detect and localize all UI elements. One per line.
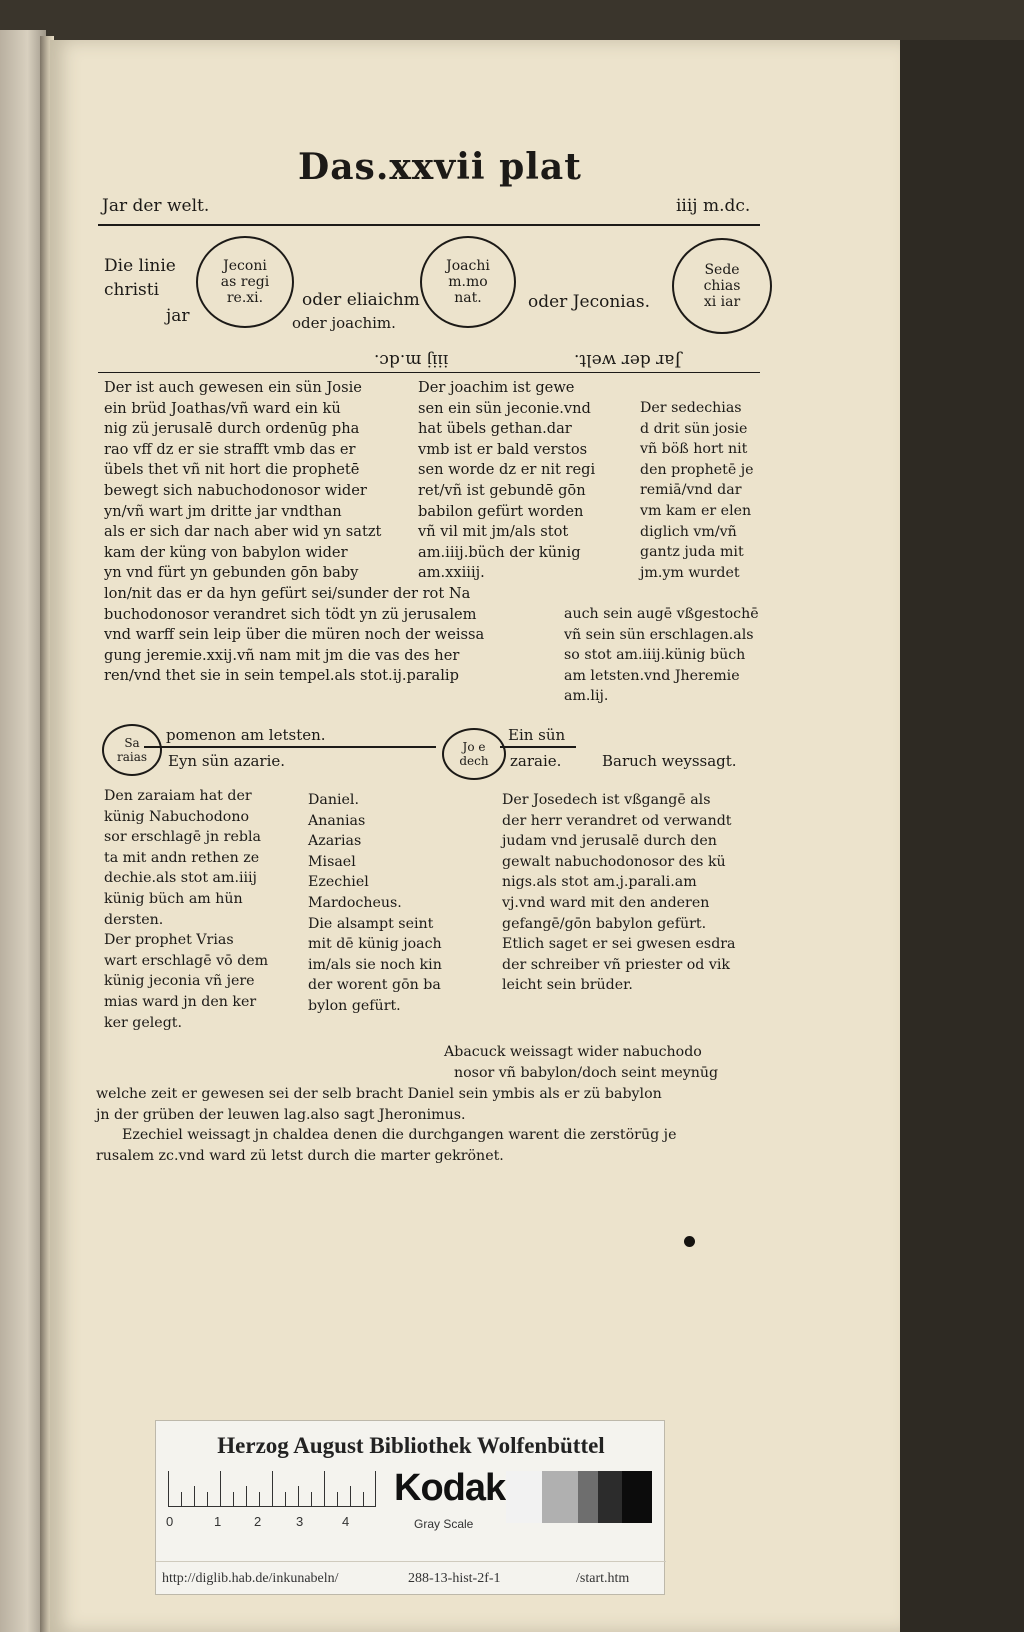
text-line: Ananias	[308, 812, 366, 829]
text-line: diglich vm/vñ	[640, 523, 737, 540]
gray-swatch	[578, 1471, 598, 1523]
circle-line: m.mo	[448, 274, 488, 290]
ruler-tick	[233, 1492, 234, 1506]
text-line: übels thet vñ nit hort die prophetē	[104, 461, 360, 479]
text-line: vnd warff sein leip über die müren noch der weissa	[104, 626, 485, 644]
circle-line: xi iar	[703, 294, 741, 310]
ink-spot	[684, 1236, 695, 1247]
text-line: rusalem zc.vnd ward zü letst durch die marter gekrönet.	[96, 1147, 504, 1164]
text-line: sor erschlagē jn rebla	[104, 829, 261, 846]
text-line: Der sedechias	[640, 400, 742, 416]
text-line: yn vnd fürt yn gebunden gōn baby	[104, 564, 359, 582]
circle-saraias	[102, 724, 162, 776]
text-line: Daniel.	[308, 792, 359, 808]
text-line: Der Josedech ist vßgangē als	[502, 792, 711, 808]
ruler-tick	[375, 1471, 376, 1506]
text-line: am.xxiiij.	[418, 564, 485, 582]
text-line: wart erschlagē vō dem	[104, 952, 269, 969]
text-line: im/als sie noch kin	[308, 956, 442, 973]
header-right: iiij m.dc.	[676, 196, 751, 216]
text-line: vm kam er elen	[640, 502, 752, 519]
ruler-tick	[363, 1492, 364, 1506]
inverted-line-right: Jar der welt.	[574, 350, 682, 370]
ruler-tick	[220, 1471, 221, 1506]
text-line: vj.vnd ward mit den anderen	[502, 894, 710, 911]
text-line: gung jeremie.xxij.vñ nam mit jm die vas des her	[104, 646, 460, 664]
ruler-tick	[350, 1486, 351, 1506]
genealogy-label-line2: christi	[104, 280, 160, 300]
circle-line: nat.	[454, 290, 482, 306]
inverted-line-left: iiij m.dc.	[374, 350, 449, 370]
text-line: Die alsampt seint	[308, 915, 434, 932]
ruler-number: 2	[254, 1514, 262, 1529]
text-line: vñ böß hort nit	[640, 441, 748, 458]
text-line: nig zü jerusalē durch ordenūg pha	[104, 420, 360, 438]
circle-jeconias	[196, 236, 294, 328]
genealogy-between-3: oder Jeconias.	[528, 292, 650, 312]
circle-line: as regi	[220, 274, 270, 290]
column-3-continuation	[564, 604, 759, 707]
josedech-text: zaraie.	[510, 752, 562, 770]
running-title: Das.xxvii plat	[298, 146, 582, 188]
text-line: bylon gefürt.	[308, 997, 401, 1014]
text-line: nigs.als stot am.j.parali.am	[502, 874, 697, 891]
ruler-tick	[324, 1471, 325, 1506]
measurement-ruler	[168, 1471, 376, 1507]
text-line: Der ist auch gewesen ein sün Josie	[104, 379, 362, 396]
text-line: rao vff dz er sie strafft vmb das er	[104, 440, 356, 458]
ruler-tick	[311, 1492, 312, 1506]
text-line: Der joachim ist gewe	[418, 379, 575, 396]
ruler-tick	[207, 1492, 208, 1506]
text-line: ker gelegt.	[104, 1014, 182, 1031]
gray-swatch	[598, 1471, 622, 1523]
text-line: leicht sein brüder.	[502, 977, 633, 994]
saraias-text: Eyn sün azarie.	[168, 752, 286, 770]
lower-column-2	[308, 790, 442, 1017]
circle-line: Jo e	[462, 740, 486, 754]
text-line: jn der grüben der leuwen lag.also sagt Jheronimus.	[96, 1106, 466, 1123]
circle-line: Sa	[124, 736, 140, 750]
digital-library-url: http://diglib.hab.de/inkunabeln/	[162, 1571, 339, 1586]
text-line: jm.ym wurdet	[640, 564, 740, 581]
text-line: babilon gefürt worden	[418, 502, 584, 520]
text-line: Mardocheus.	[308, 894, 402, 911]
circle-sedechias	[672, 238, 772, 334]
text-line: bewegt sich nabuchodonosor wider	[104, 481, 367, 499]
genealogy-label-jar: jar	[166, 306, 190, 326]
text-line: kam der küng von babylon wider	[104, 543, 348, 561]
text-line: welche zeit er gewesen sei der selb bracht Daniel sein ymbis als er zü babylon	[96, 1086, 662, 1102]
circle-line: Joachi	[446, 258, 490, 274]
circle-josedech	[442, 728, 506, 780]
text-line: Azarias	[308, 833, 362, 850]
text-line: lon/nit das er da hyn gefürt sei/sunder der rot Na	[104, 584, 471, 602]
ruler-number: 4	[342, 1514, 350, 1529]
ruler-tick	[246, 1486, 247, 1506]
circle-line: Sede	[704, 262, 740, 278]
ruler-tick	[259, 1492, 260, 1506]
text-line: am.lij.	[564, 688, 609, 705]
scan-background-edge	[900, 40, 1024, 1632]
ruler-number: 1	[214, 1514, 222, 1529]
abacuck-lines	[444, 1042, 718, 1083]
text-line: ret/vñ ist gebundē gōn	[418, 481, 586, 499]
text-line: so stot am.iiij.künig büch	[564, 647, 746, 664]
text-line: ein brüd Joathas/vñ ward ein kü	[104, 399, 341, 417]
start-page-link: /start.htm	[576, 1571, 630, 1586]
gray-swatch	[506, 1471, 542, 1523]
text-line: Den zaraiam hat der	[104, 788, 252, 804]
text-line: künig Nabuchodono	[104, 808, 250, 825]
baruch-text: Baruch weyssagt.	[602, 752, 737, 770]
column-3-text	[640, 398, 754, 583]
text-line: vñ vil mit jm/als stot	[418, 523, 569, 541]
text-line: als er sich dar nach aber wid yn satzt	[104, 523, 382, 541]
card-divider	[156, 1561, 666, 1562]
text-line: d drit sün josie	[640, 420, 748, 437]
text-line: nosor vñ babylon/doch seint meynūg	[454, 1064, 719, 1081]
gray-swatch	[622, 1471, 652, 1523]
text-line: remiā/vnd dar	[640, 482, 742, 499]
middle-rule-right	[500, 746, 576, 748]
text-line: sen worde dz er nit regi	[418, 461, 596, 479]
header-left: Jar der welt.	[102, 196, 210, 216]
text-line: am.iiij.büch der künig	[418, 543, 581, 561]
library-name: Herzog August Bibliothek Wolfenbüttel	[217, 1433, 605, 1458]
text-line: am letsten.vnd Jheremie	[564, 667, 740, 684]
column-2-text	[418, 378, 595, 584]
text-line: Ezechiel weissagt jn chaldea denen die durchgangen warent die zerstörūg je	[122, 1127, 677, 1144]
text-line: sen ein sün jeconie.vnd	[418, 399, 591, 417]
text-line: auch sein augē vßgestochē	[564, 606, 759, 622]
lower-column-3	[502, 790, 736, 996]
text-line: künig büch am hün	[104, 890, 243, 907]
text-line: mias ward jn den ker	[104, 993, 257, 1010]
genealogy-between-2: oder joachim.	[292, 314, 396, 332]
ruler-number: 0	[166, 1514, 174, 1529]
text-line: vmb ist er bald verstos	[418, 440, 588, 458]
text-line: den prophetē je	[640, 461, 754, 478]
text-line: der herr verandret od verwandt	[502, 812, 732, 829]
lower-column-1	[104, 786, 268, 1033]
scan-target-card	[155, 1420, 665, 1595]
text-line: vñ sein sün erschlagen.als	[564, 626, 754, 643]
middle-rule-left	[144, 746, 436, 748]
kodak-logo: Kodak	[394, 1467, 506, 1509]
text-line: Abacuck weissagt wider nabuchodo	[444, 1044, 702, 1060]
text-line: Der prophet Vrias	[104, 932, 234, 949]
gray-swatch	[542, 1471, 578, 1523]
text-line: ta mit andn rethen ze	[104, 849, 260, 866]
ruler-tick	[272, 1471, 273, 1506]
text-line: buchodonosor verandret sich tödt yn zü jerusalem	[104, 605, 477, 623]
ruler-tick	[298, 1486, 299, 1506]
text-line: hat übels gethan.dar	[418, 420, 572, 438]
text-line: Ezechiel	[308, 874, 369, 891]
text-line: ren/vnd thet sie in sein tempel.als stot.ij.paralip	[104, 667, 459, 685]
ruler-tick	[181, 1492, 182, 1506]
text-line: yn/vñ wart jm dritte jar vndthan	[104, 502, 342, 520]
shelfmark: 288-13-hist-2f-1	[408, 1571, 501, 1586]
circle-line: chias	[703, 278, 741, 294]
gray-scale-label: Gray Scale	[414, 1517, 474, 1531]
circle-line: re.xi.	[226, 290, 264, 306]
ruler-number: 3	[296, 1514, 304, 1529]
circle-joachim	[420, 236, 516, 328]
text-line: der schreiber vñ priester od vik	[502, 956, 731, 973]
text-line: der worent gōn ba	[308, 977, 441, 994]
text-line: dersten.	[104, 911, 164, 928]
genealogy-label-line1: Die linie	[104, 256, 176, 276]
middle-line-text: pomenon am letsten.	[166, 726, 326, 744]
section-rule	[98, 372, 760, 373]
text-line: gewalt nabuchodonosor des kü	[502, 853, 726, 870]
ruler-tick	[194, 1486, 195, 1506]
text-line: Misael	[308, 853, 356, 870]
ruler-tick	[168, 1471, 169, 1506]
text-line: dechie.als stot am.iiij	[104, 870, 257, 887]
text-line: Etlich saget er sei gwesen esdra	[502, 936, 736, 953]
closing-paragraph	[96, 1084, 676, 1166]
josedech-top: Ein sün	[508, 726, 566, 744]
text-line: mit dē künig joach	[308, 936, 442, 953]
circle-line: raias	[116, 750, 148, 764]
genealogy-between-1: oder eliaichm	[302, 290, 420, 310]
circle-line: Jeconi	[223, 258, 267, 274]
header-rule	[98, 224, 760, 226]
text-line: gefangē/gōn babylon gefürt.	[502, 915, 707, 932]
text-line: judam vnd jerusalē durch den	[502, 833, 717, 850]
text-line: gantz juda mit	[640, 544, 744, 561]
ruler-tick	[337, 1492, 338, 1506]
circle-line: dech	[459, 754, 489, 768]
text-line: künig jeconia vñ jere	[104, 973, 255, 990]
ruler-tick	[285, 1492, 286, 1506]
